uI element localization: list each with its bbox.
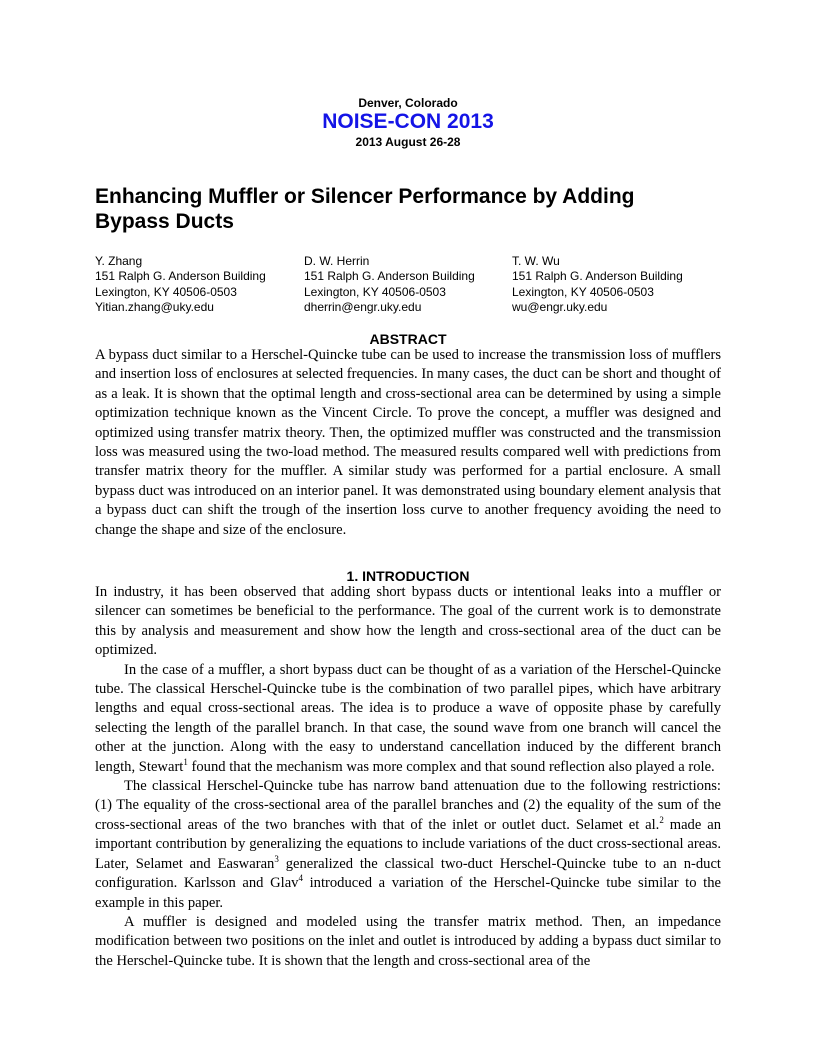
section-heading-introduction: 1. INTRODUCTION bbox=[346, 568, 470, 584]
author-1 bbox=[95, 254, 266, 315]
paragraph-text: The classical Herschel-Quincke tube has narrow band attenuation due to the following restrictions: (1) The equality of the cross-sectional area of the parallel branches and (2) the equality of the sum of the cross-sectional areas of the two branches with that of the inlet or outlet duct. Selamet et al. bbox=[95, 778, 721, 833]
author-address-line: 151 Ralph G. Anderson Building bbox=[95, 269, 266, 284]
paper-title-line: Enhancing Muffler or Silencer Performance by Adding bbox=[95, 185, 635, 208]
paragraph bbox=[95, 661, 721, 777]
citation-ref: 3 bbox=[274, 853, 279, 864]
paragraph-text: found that the mechanism was more complex and that sound reflection also played a role. bbox=[187, 758, 715, 775]
author-address-line: 151 Ralph G. Anderson Building bbox=[304, 269, 475, 284]
author-name: D. W. Herrin bbox=[304, 254, 370, 268]
abstract-heading: ABSTRACT bbox=[369, 331, 447, 347]
citation-ref: 1 bbox=[183, 756, 188, 767]
paragraph: A muffler is designed and modeled using the transfer matrix method. Then, an impedance modification between two positions on the inlet and outlet is introduced by adding a bypass duct similar to the Herschel-Quincke tube. It is shown that the length and cross-sectional area of the bbox=[95, 913, 721, 969]
author-address-line: 151 Ralph G. Anderson Building bbox=[512, 269, 683, 284]
author-address-line: Lexington, KY 40506-0503 bbox=[512, 284, 654, 299]
introduction-body bbox=[95, 583, 721, 971]
paragraph-text: In the case of a muffler, a short bypass duct can be thought of as a variation of the Herschel-Quincke tube. The classical Herschel-Quincke tube is the combination of two parallel pipes, which have arbitrary lengths and equal cross-sectional areas. The idea is to produce a wave of opposite phase by carefully selecting the length of the parallel branch. In that case, the sound wave from one branch will cancel the other at the junction. Along with the easy to understand cancellation induced by the different branch length, Stewart bbox=[95, 661, 721, 775]
citation-ref: 4 bbox=[298, 873, 303, 884]
author-name: T. W. Wu bbox=[512, 254, 560, 268]
paragraph-text: made an important contribution by generalizing the equations to include variations of the duct cross-sectional areas. Later, Selamet and Easwaran bbox=[95, 816, 721, 872]
author-email: Yitian.zhang@uky.edu bbox=[95, 299, 214, 314]
author-3 bbox=[512, 254, 683, 315]
author-email: wu@engr.uky.edu bbox=[512, 299, 608, 314]
paper-title bbox=[95, 184, 721, 234]
paper-title-line: Bypass Ducts bbox=[95, 210, 234, 233]
paragraph-text: introduced a variation of the Herschel-Quincke tube similar to the example in this paper. bbox=[95, 875, 721, 911]
conference-date: 2013 August 26-28 bbox=[355, 135, 461, 149]
paragraph-text: generalized the classical two-duct Herschel-Quincke tube to an n-duct configuration. Karlsson and Glav bbox=[95, 855, 721, 892]
paragraph: In industry, it has been observed that adding short bypass ducts or intentional leaks into a muffler or silencer can sometimes be beneficial to the performance. The goal of the current work is to demonstrate this by analysis and measurement and show how the length and cross-sectional area of the duct can be optimized. bbox=[95, 584, 721, 659]
abstract-text: A bypass duct similar to a Herschel-Quincke tube can be used to increase the transmission loss of mufflers and insertion loss of enclosures at selected frequencies. In many cases, the duct can be short and thought of as a leak. It is shown that the optimal length and cross-sectional area can be determined by using a simple optimization technique known as the Vincent Circle. To prove the concept, a muffler was designed and optimized using transfer matrix theory. Then, the optimized muffler was constructed and the transmission loss was measured using the two-load method. The measured results compared well with predictions from transfer matrix theory for the muffler. A similar study was performed for a partial enclosure. A small bypass duct was introduced on an interior panel. It was demonstrated using boundary element analysis that a bypass duct can shift the trough of the insertion loss curve to another frequency avoiding the need to change the shape and size of the enclosure. bbox=[95, 347, 721, 538]
conference-name: NOISE-CON 2013 bbox=[322, 110, 494, 133]
author-2 bbox=[304, 254, 475, 315]
author-address-line: Lexington, KY 40506-0503 bbox=[95, 284, 237, 299]
author-address-line: Lexington, KY 40506-0503 bbox=[304, 284, 446, 299]
citation-ref: 2 bbox=[659, 815, 664, 826]
conference-location: Denver, Colorado bbox=[358, 96, 458, 110]
author-email: dherrin@engr.uky.edu bbox=[304, 299, 422, 314]
paragraph bbox=[95, 777, 721, 913]
author-name: Y. Zhang bbox=[95, 254, 143, 268]
